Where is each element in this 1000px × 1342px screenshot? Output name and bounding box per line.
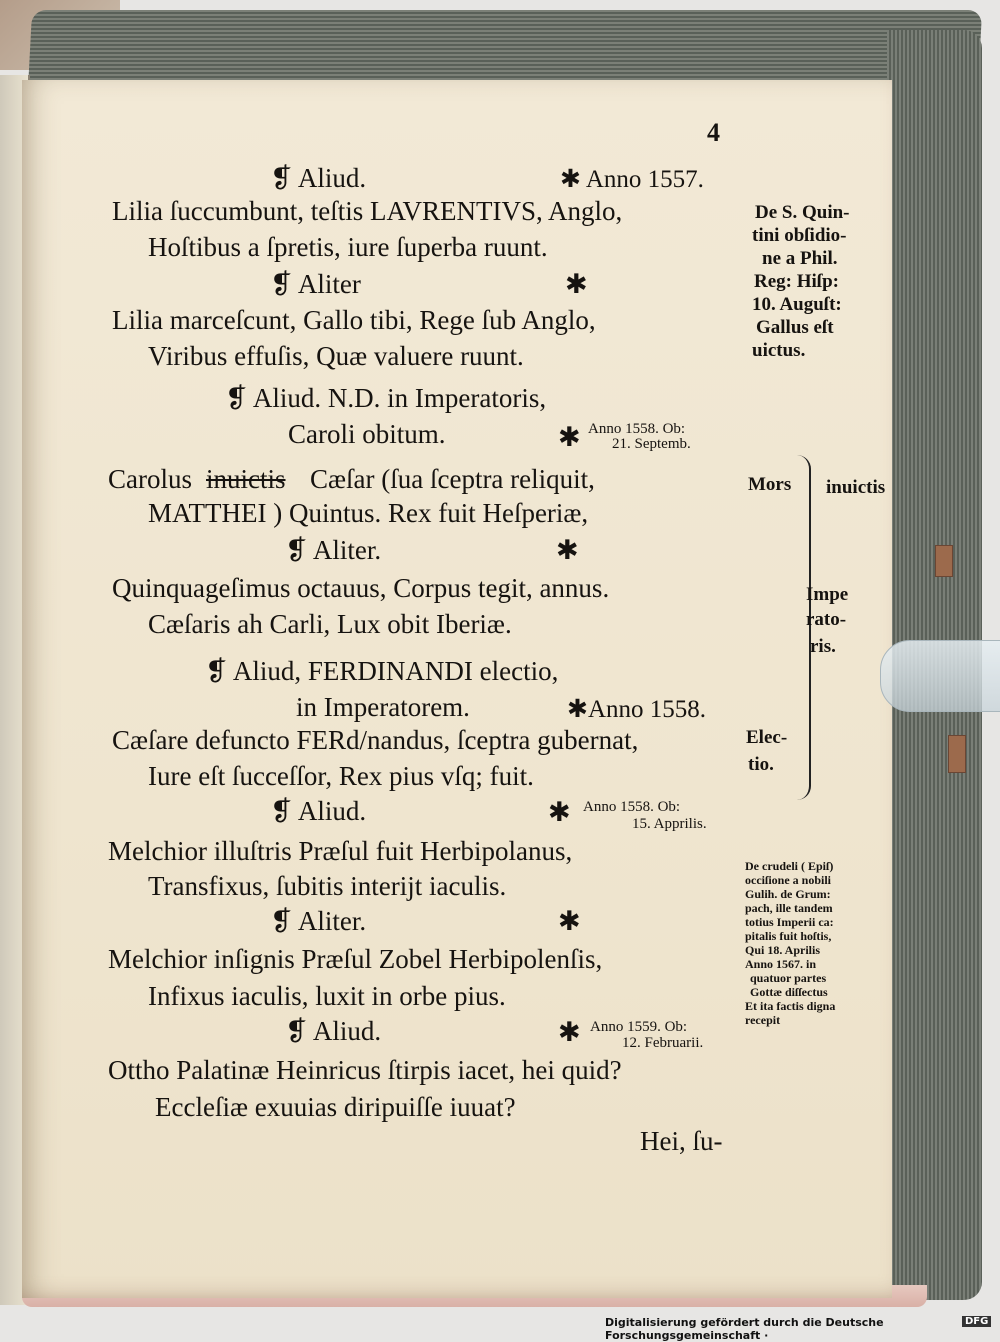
margin-note: rato- xyxy=(806,609,847,630)
margin-note: 10. Auguſt: xyxy=(752,294,842,315)
verse-line: Transfixus, ſubitis interijt iaculis. xyxy=(148,871,507,901)
verse-line: ❡ Aliter. xyxy=(270,906,367,936)
verse-line: Lilia marceſcunt, Gallo tibi, Rege ſub Anglo, xyxy=(112,305,596,335)
margin-note: De S. Quin- xyxy=(755,202,850,223)
verse-line: Melchior illuſtris Præſul fuit Herbipolanus, xyxy=(108,836,573,866)
margin-footnote: Qui 18. Aprilis xyxy=(745,943,821,957)
verse-line: ❡ Aliter. xyxy=(285,535,382,565)
verse-line: ❡ Aliter xyxy=(270,269,361,299)
margin-footnote: pitalis fuit hoſtis, xyxy=(745,929,832,943)
margin-note: Mors xyxy=(748,474,792,495)
verse-line: Viribus effuſis, Quæ valuere ruunt. xyxy=(148,341,524,371)
verse-line: ❡ Aliud. xyxy=(270,796,367,826)
verse-line: ✱ xyxy=(565,269,588,299)
bookmark-tab xyxy=(948,735,966,773)
margin-note: Gallus eſt xyxy=(756,317,834,338)
margin-note: Impe xyxy=(806,584,849,605)
verse-line: Iure eſt ſucceſſor, Rex pius vſq; fuit. xyxy=(148,761,534,791)
margin-footnote: quatuor partes xyxy=(750,971,827,985)
margin-footnote: totius Imperii ca: xyxy=(745,915,834,929)
dfg-logo: DFG xyxy=(962,1316,991,1327)
verse-line: ✱ xyxy=(558,1017,581,1047)
margin-note: tini obſidio- xyxy=(752,225,847,246)
margin-footnote: Gulih. de Grum: xyxy=(745,887,831,901)
date-note: Anno 1559. Ob: xyxy=(590,1019,688,1035)
margin-footnote: occiſione a nobili xyxy=(745,873,832,887)
date-note: 15. Apprilis. xyxy=(632,816,707,832)
verse-line: inuictis xyxy=(206,464,286,494)
verse-line: ✱ xyxy=(556,535,579,565)
page-edges-top xyxy=(28,10,982,90)
margin-footnote: Et ita factis digna xyxy=(745,999,836,1013)
plastic-clip xyxy=(880,640,1000,712)
date-note: 21. Septemb. xyxy=(612,436,691,452)
verse-line: ✱ Anno 1557. xyxy=(560,166,704,193)
verse-line: ✱ xyxy=(548,797,571,827)
verse-line: Eccleſiæ exuuias diripuiſſe iuuat? xyxy=(155,1092,516,1122)
verse-line: Hei, ſu- xyxy=(640,1126,723,1156)
margin-note: Elec- xyxy=(746,727,788,748)
verse-line: Ottho Palatinæ Heinricus ſtirpis iacet, hei quid? xyxy=(108,1055,622,1085)
page-number: 4 xyxy=(707,118,720,147)
verse-line: Melchior inſignis Præſul Zobel Herbipolenſis, xyxy=(108,944,603,974)
margin-note: tio. xyxy=(748,754,774,775)
margin-note: ne a Phil. xyxy=(762,248,838,269)
verse-line: MATTHEI ) Quintus. Rex fuit Heſperiæ, xyxy=(148,498,589,528)
verse-line: Hoſtibus a ſpretis, iure ſuperba ruunt. xyxy=(148,232,548,262)
verse-line: ❡ Aliud. xyxy=(285,1016,382,1046)
verse-line: Infixus iaculis, luxit in orbe pius. xyxy=(148,981,506,1011)
verse-line: Quinquageſimus octauus, Corpus tegit, annus. xyxy=(112,573,610,603)
verse-line: Cæſar (ſua ſceptra reliquit, xyxy=(310,464,595,494)
verse-line: ❡ Aliud. xyxy=(270,163,367,193)
verse-line: ❡ Aliud. N.D. in Imperatoris, xyxy=(225,383,547,413)
verse-line: Cæſare defuncto FERd/nandus, ſceptra gubernat, xyxy=(112,725,639,755)
margin-footnote: pach, ille tandem xyxy=(745,901,833,915)
margin-note: ris. xyxy=(810,636,836,657)
verse-line: ✱Anno 1558. xyxy=(567,696,707,723)
margin-footnote: De crudeli ( Epiſ) xyxy=(745,859,834,873)
verse-line: Lilia ſuccumbunt, teſtis LAVRENTIVS, Anglo, xyxy=(112,196,623,226)
date-note: Anno 1558. Ob: xyxy=(583,799,681,815)
margin-note: uictus. xyxy=(752,340,806,361)
verse-line: ✱ xyxy=(558,906,581,936)
margin-footnote: Anno 1567. in xyxy=(745,957,817,971)
verse-line: Caroli obitum. xyxy=(288,419,446,449)
verse-line: in Imperatorem. xyxy=(296,692,470,722)
margin-note: inuictis xyxy=(826,477,886,498)
verse-line: ✱ xyxy=(558,422,581,452)
footer-credit: Digitalisierung gefördert durch die Deutsche Forschungsgemeinschaft · xyxy=(605,1316,884,1342)
date-note: 12. Februarii. xyxy=(622,1035,704,1051)
margin-footnote: Gottæ diſſectus xyxy=(750,985,828,999)
margin-note: Reg: Hiſp: xyxy=(754,271,839,292)
verse-line: Cæſaris ah Carli, Lux obit Iberiæ. xyxy=(148,609,512,639)
bookmark-tab xyxy=(935,545,953,577)
verse-line: ❡ Aliud, FERDINANDI electio, xyxy=(205,656,559,686)
verse-line: Carolus xyxy=(108,464,192,494)
margin-footnote: recepit xyxy=(745,1013,781,1027)
date-note: Anno 1558. Ob: xyxy=(588,421,686,437)
